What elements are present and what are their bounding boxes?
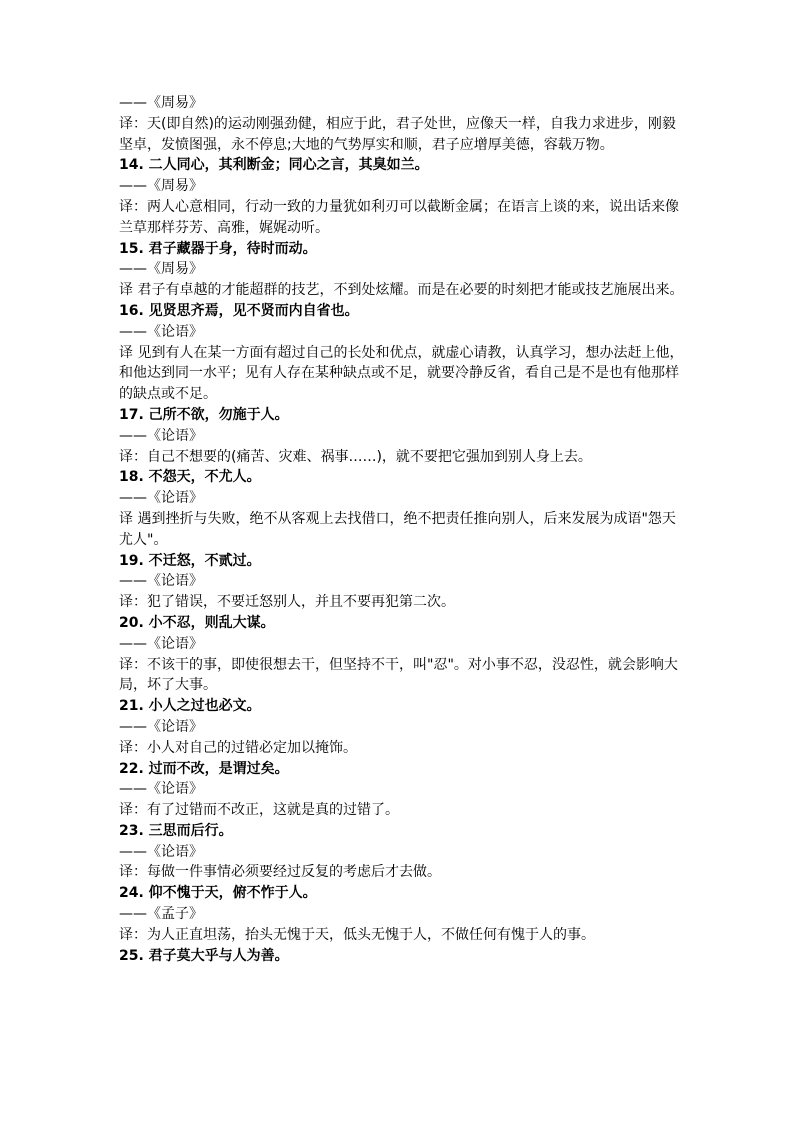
- quote-heading: 23. 三思而后行。: [119, 822, 233, 839]
- quote-heading: 21. 小人之过也必文。: [119, 698, 261, 715]
- translation-paragraph: 译 见到有人在某一方面有超过自己的长处和优点，就虚心请教，认真学习，想办法赶上他，和他达到同一水平；见有人存在某种缺点或不足，就要冷静反省，看自己是不是也有他那样的缺点或不足。: [119, 344, 684, 403]
- quote-heading: 17. 己所不欲，勿施于人。: [119, 406, 289, 423]
- translation-paragraph: 译：小人对自己的过错必定加以掩饰。: [119, 739, 357, 756]
- translation-paragraph: 译：天(即自然)的运动刚强劲健，相应于此，君子处世，应像天一样，自我力求进步，刚毅坚卓，发愤图强，永不停息;大地的气势厚实和顺，君子应增厚美德，容载万物。: [119, 115, 676, 153]
- source-line: ——《论语》: [119, 427, 203, 444]
- quote-heading: 19. 不迁怒，不贰过。: [119, 552, 261, 569]
- translation-paragraph: 译：为人正直坦荡，抬头无愧于天，低头无愧于人，不做任何有愧于人的事。: [119, 926, 595, 943]
- source-line: ——《周易》: [119, 95, 203, 111]
- source-line: ——《论语》: [119, 843, 203, 860]
- document-page: [119, 93, 689, 966]
- translation-paragraph: 译：每做一件事情必须要经过反复的考虑后才去做。: [119, 864, 441, 881]
- source-line: ——《论语》: [119, 718, 203, 735]
- source-line: ——《周易》: [119, 178, 203, 195]
- translation-paragraph: 译：犯了错误，不要迁怒别人，并且不要再犯第二次。: [119, 594, 455, 611]
- source-line: ——《论语》: [119, 490, 203, 507]
- translation-paragraph: 译 遇到挫折与失败，绝不从客观上去找借口，绝不把责任推向别人，后来发展为成语"怨天尤人"。: [119, 510, 676, 548]
- translation-paragraph: 译 君子有卓越的才能超群的技艺，不到处炫耀。而是在必要的时刻把才能或技艺施展出来。: [119, 282, 684, 299]
- source-line: ——《孟子》: [119, 906, 203, 923]
- quote-heading: 15. 君子藏器于身，待时而动。: [119, 240, 317, 257]
- quote-heading: 20. 小不忍，则乱大谋。: [119, 614, 275, 631]
- translation-paragraph: 译：有了过错而不改正，这就是真的过错了。: [119, 802, 399, 819]
- quote-heading: 18. 不怨天，不尤人。: [119, 469, 261, 486]
- translation-paragraph: 译：自己不想要的(痛苦、灾难、祸事……)，就不要把它强加到别人身上去。: [119, 448, 592, 465]
- quote-heading: 16. 见贤思齐焉，见不贤而内自省也。: [119, 302, 359, 319]
- source-line: ——《论语》: [119, 323, 203, 340]
- quote-heading: 22. 过而不改，是谓过矣。: [119, 760, 289, 777]
- quote-heading: 24. 仰不愧于天，俯不怍于人。: [119, 885, 317, 902]
- source-line: ——《论语》: [119, 635, 203, 652]
- translation-paragraph: 译：不该干的事，即使很想去干，但坚持不干，叫"忍"。对小事不忍，没忍性，就会影响大局，坏了大事。: [119, 656, 678, 694]
- source-line: ——《周易》: [119, 261, 203, 278]
- quote-heading: 14. 二人同心，其利断金；同心之言，其臭如兰。: [119, 157, 429, 174]
- source-line: ——《论语》: [119, 781, 203, 798]
- translation-paragraph: 译：两人心意相同，行动一致的力量犹如利刃可以截断金属；在语言上谈的来，说出话来像兰草那样芬芳、高雅，娓娓动听。: [119, 198, 679, 236]
- source-line: ——《论语》: [119, 573, 203, 590]
- quote-heading: 25. 君子莫大乎与人为善。: [119, 947, 289, 964]
